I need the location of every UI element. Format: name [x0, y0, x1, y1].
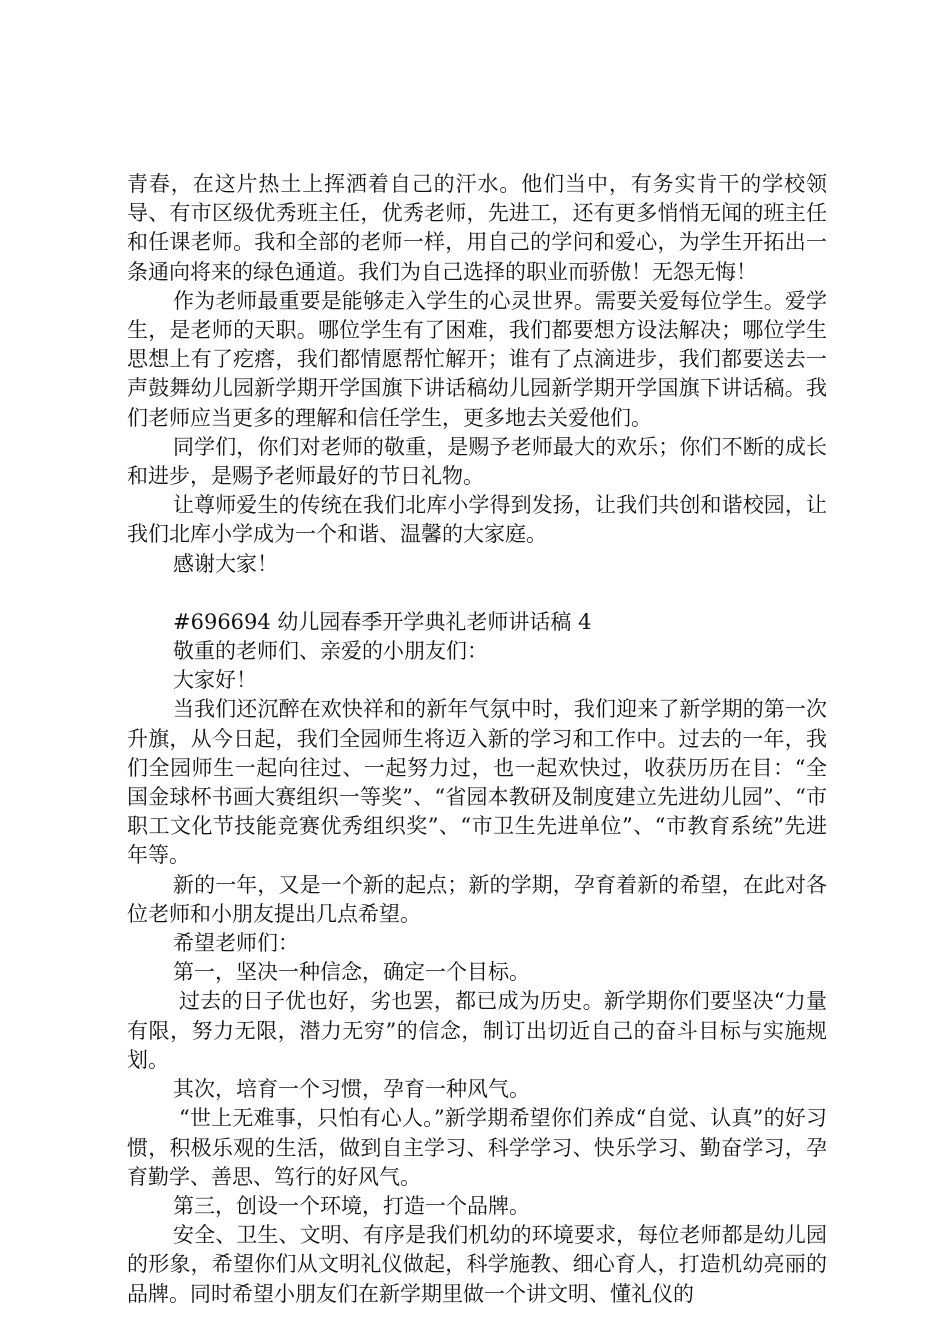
greeting: 大家好！: [173, 668, 257, 693]
paragraph: 感谢大家！: [173, 551, 278, 576]
paragraph: 同学们，你们对老师的敬重，是赐予老师最大的欢乐；你们不断的成长和进步，是赐予老师最好的节日礼物。: [127, 434, 827, 489]
paragraph: 当我们还沉醉在欢快祥和的新年气氛中时，我们迎来了新学期的第一次升旗，从今日起，我们全园师生将迈入新的学习和工作中。过去的一年，我们全园师生一起向往过、一起努力过，也一起欢快过，收获历历在目：“全国金球杯书画大赛组织一等奖”、“省园本教研及制度建立先进幼儿园”、“市职工文化节技能竞赛优秀组织奖”、“市卫生先进单位”、“市教育系统”先进年等。: [127, 697, 827, 868]
paragraph: 第三，创设一个环境，打造一个品牌。: [173, 1193, 530, 1218]
paragraph: 其次，培育一个习惯，孕育一种风气。: [173, 1077, 530, 1102]
paragraph: 第一，坚决一种信念，确定一个目标。: [173, 960, 530, 985]
paragraph: 安全、卫生、文明、有序是我们机幼的环境要求，每位老师都是幼儿园的形象，希望你们从文明礼仪做起，科学施教、细心育人，打造机幼亮丽的品牌。同时希望小朋友们在新学期里做一个讲文明、懂礼仪的: [127, 1223, 827, 1306]
document-body: [127, 170, 827, 1309]
paragraph: 希望老师们：: [173, 931, 299, 956]
salutation: 敬重的老师们、亲爱的小朋友们：: [173, 639, 488, 664]
section-heading: #696694 幼儿园春季开学典礼老师讲话稿 4: [173, 609, 592, 634]
paragraph: 青春，在这片热土上挥洒着自己的汗水。他们当中，有务实肯干的学校领导、有市区级优秀班主任，优秀老师，先进工，还有更多悄悄无闻的班主任和任课老师。我和全部的老师一样，用自己的学问和爱心，为学生开拓出一条通向将来的绿色通道。我们为自己选择的职业而骄傲！无怨无悔！: [127, 172, 827, 284]
section-gap: [127, 579, 827, 608]
paragraph: “世上无难事，只怕有心人。”新学期希望你们养成“自觉、认真”的好习惯，积极乐观的生活，做到自主学习、科学学习、快乐学习、勤奋学习，孕育勤学、善思、笃行的好风气。: [127, 1106, 827, 1189]
paragraph: 让尊师爱生的传统在我们北库小学得到发扬，让我们共创和谐校园，让我们北库小学成为一个和谐、温馨的大家庭。: [127, 493, 827, 547]
paragraph: 过去的日子优也好，劣也罢，都已成为历史。新学期你们要坚决“力量有限，努力无限，潜力无穷”的信念，制订出切近自己的奋斗目标与实施规划。: [127, 989, 827, 1072]
paragraph: 新的一年，又是一个新的起点；新的学期，孕育着新的希望，在此对各位老师和小朋友提出几点希望。: [127, 872, 827, 926]
paragraph: 作为老师最重要是能够走入学生的心灵世界。需要关爱每位学生。爱学生，是老师的天职。哪位学生有了困难，我们都要想方设法解决；哪位学生思想上有了疙瘩，我们都情愿帮忙解开；谁有了点滴进步，我们都要送去一声鼓舞幼儿园新学期开学国旗下讲话稿幼儿园新学期开学国旗下讲话稿。我们老师应当更多的理解和信任学生，更多地去关爱他们。: [127, 288, 827, 430]
